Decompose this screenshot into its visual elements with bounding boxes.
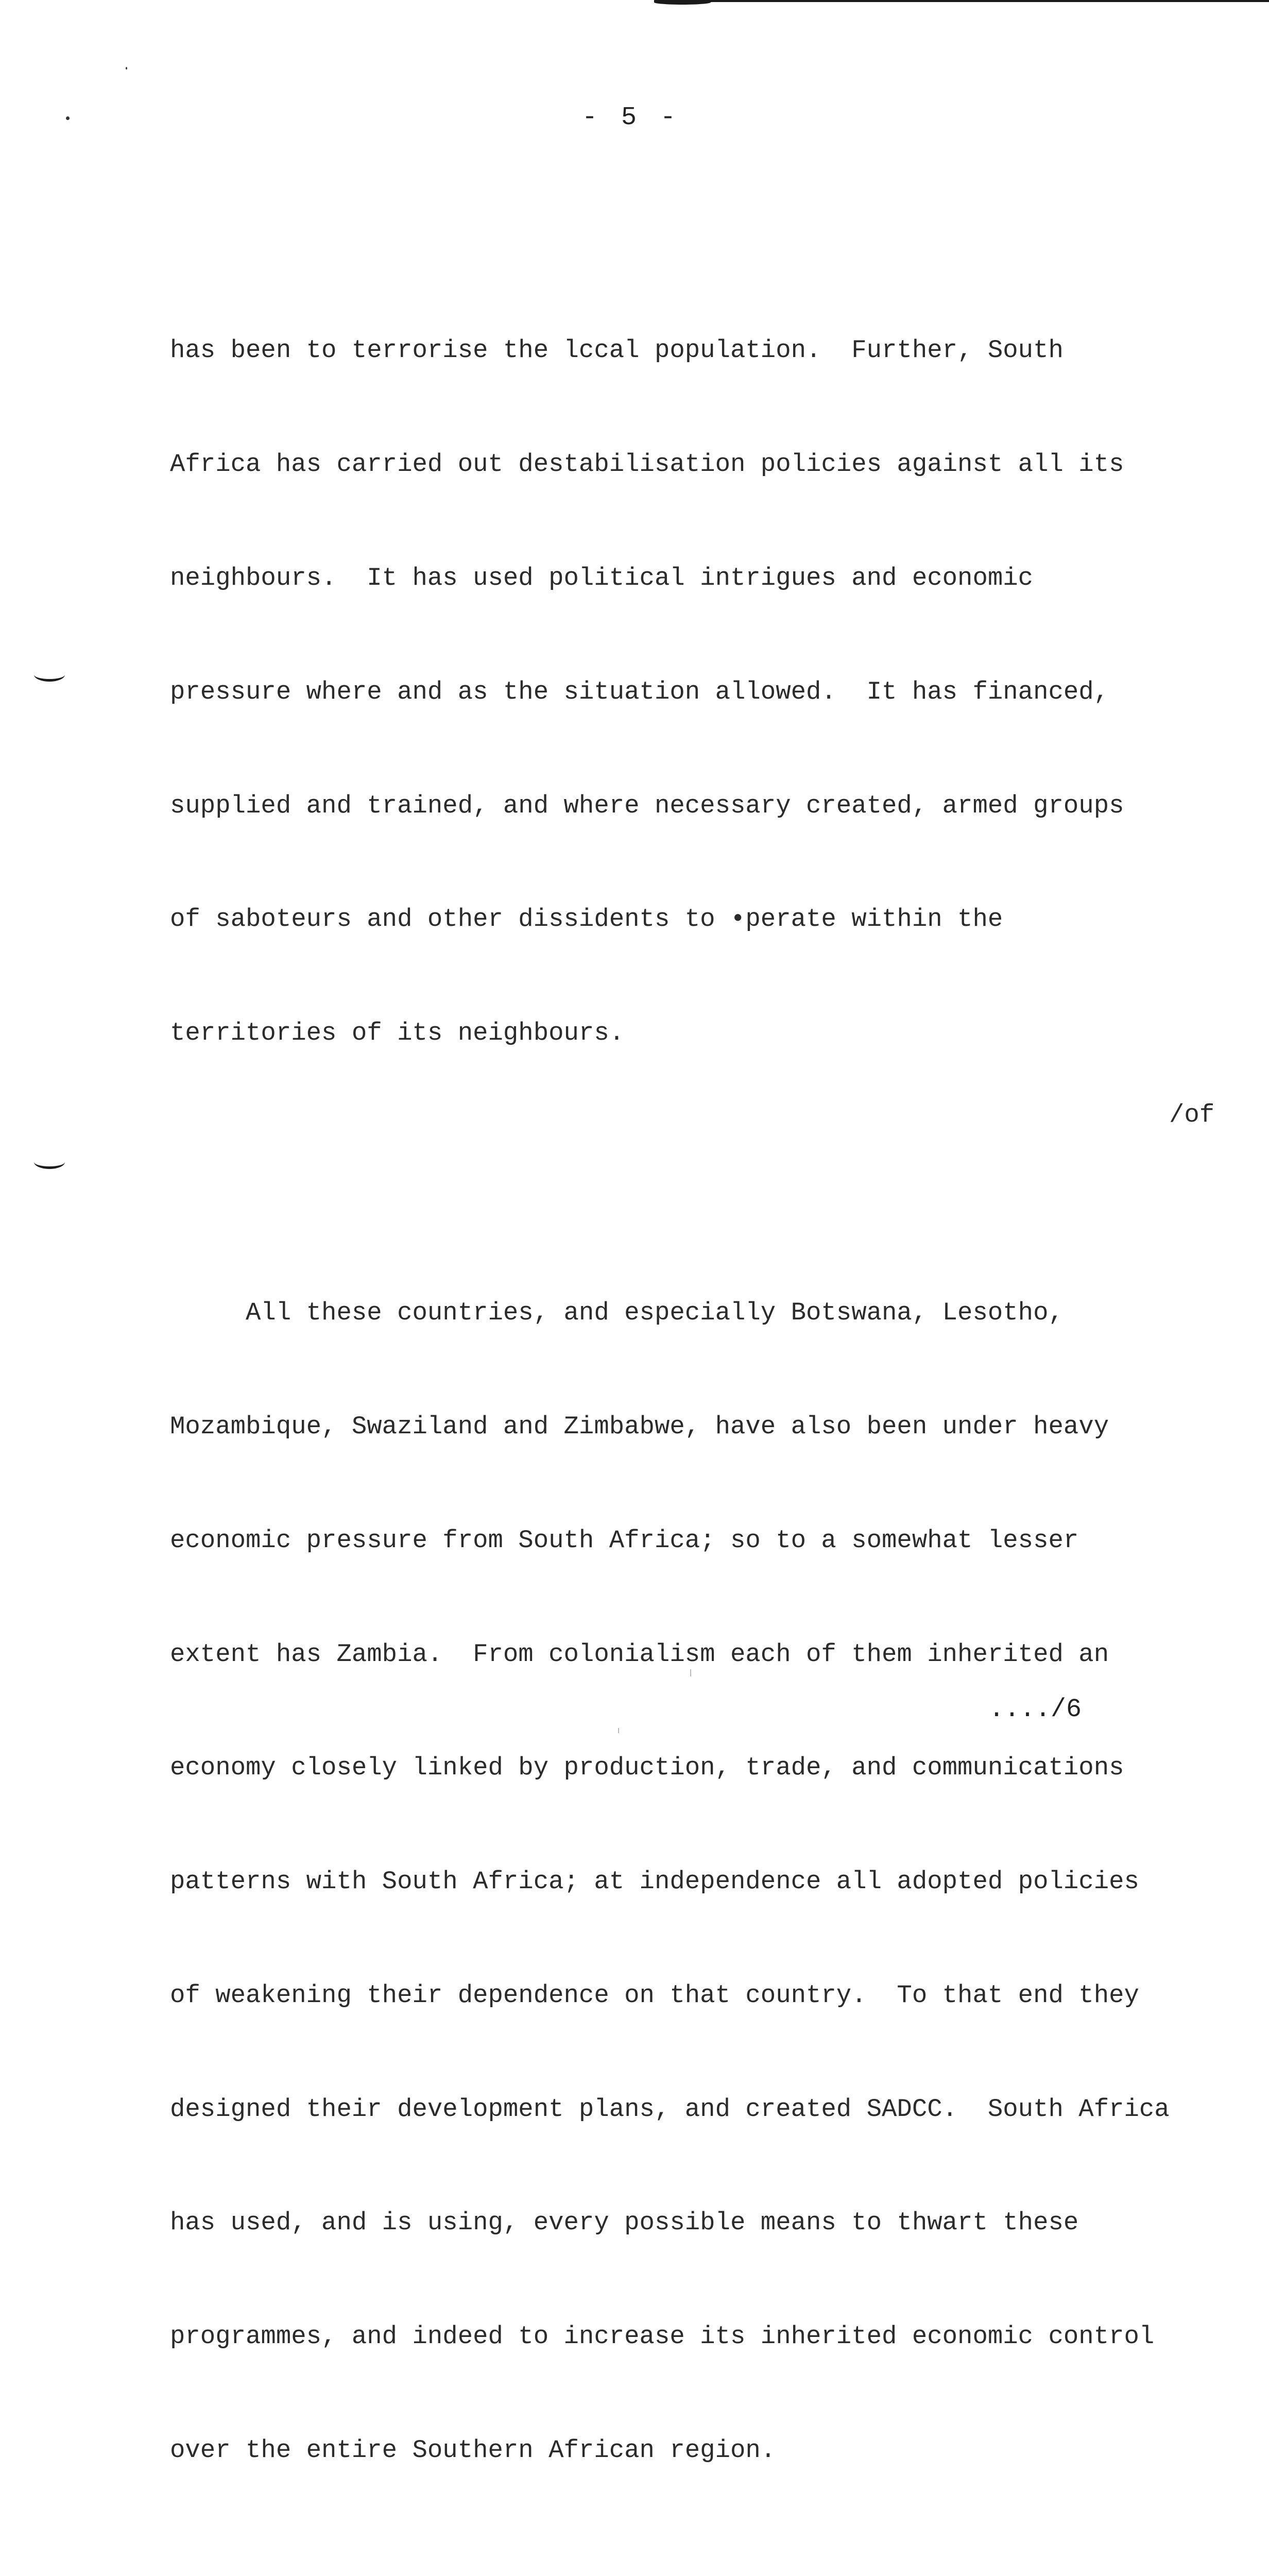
punch-hole-mark (34, 668, 65, 682)
punch-hole-mark (34, 1155, 65, 1169)
text-line: territories of its neighbours. (170, 1019, 625, 1048)
text-line: Africa has carried out destabilisation policies against all its (170, 450, 1124, 479)
text-line: designed their development plans, and created SADCC. South Africa (170, 2094, 1170, 2124)
text-line: Mozambique, Swaziland and Zimbabwe, have also been under heavy (170, 1412, 1109, 1441)
text-line: neighbours. It has used political intrigues and economic (170, 563, 1034, 592)
page-continuation-marker: ..../6 (989, 1695, 1082, 1724)
text-line: supplied and trained, and where necessary created, armed groups (170, 791, 1124, 820)
text-line: of saboteurs and other dissidents to •perate within the (170, 905, 1003, 934)
margin-insertion-note: /of (1169, 1100, 1215, 1129)
text-line: pressure where and as the situation allowed. It has financed, (170, 677, 1109, 706)
scan-speck (66, 116, 70, 120)
paragraph-1 (170, 256, 1221, 1128)
text-line: programmes, and indeed to increase its inherited economic control (170, 2322, 1155, 2351)
document-body (170, 180, 1221, 2576)
text-line: of weakening their dependence on that country. To that end they (170, 1980, 1139, 2010)
text-line: has been to terrorise the lccal population. Further, South (170, 336, 1064, 365)
text-line: patterns with South Africa; at independence all adopted policies (170, 1867, 1139, 1896)
text-line: extent has Zambia. From colonialism each of them inherited an (170, 1639, 1109, 1669)
text-line: over the entire Southern African region. (170, 2436, 776, 2465)
text-line: economy closely linked by production, trade, and communications (170, 1753, 1124, 1783)
text-line: All these countries, and especially Botswana, Lesotho, (170, 1298, 1064, 1328)
text-line: has used, and is using, every possible means to thwart these (170, 2208, 1079, 2238)
scan-edge-line (654, 0, 1269, 2)
text-line: economic pressure from South Africa; so to a somewhat lesser (170, 1526, 1079, 1555)
scan-edge-mark (654, 0, 711, 5)
page-number: - 5 - (582, 103, 680, 132)
paragraph-2 (170, 1218, 1221, 2546)
scan-speck (126, 67, 127, 70)
